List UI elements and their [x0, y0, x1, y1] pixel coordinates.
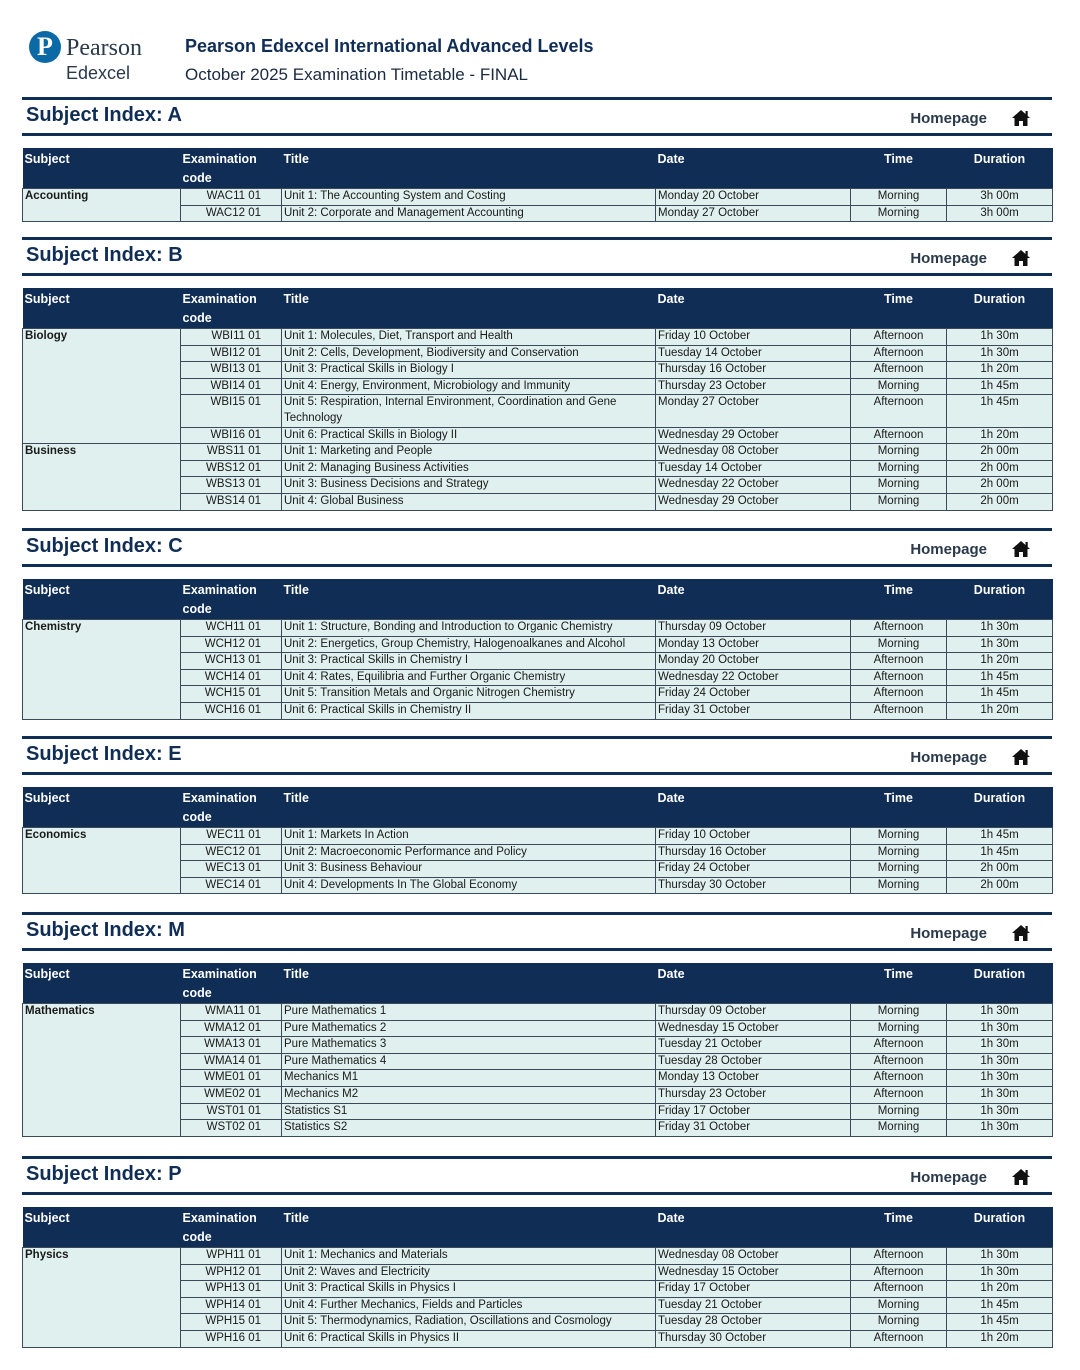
- date-cell: Tuesday 28 October: [656, 1314, 851, 1331]
- exam-code-cell: WCH16 01: [181, 702, 282, 719]
- subject-cell: Chemistry: [23, 620, 181, 720]
- exam-code-cell: WCH15 01: [181, 686, 282, 703]
- duration-cell: 3h 00m: [947, 205, 1053, 222]
- title-cell: Unit 4: Rates, Equilibria and Further Organic Chemistry: [282, 669, 656, 686]
- section-header-bar: [22, 912, 1052, 951]
- exam-code-cell: WBI14 01: [181, 378, 282, 395]
- section-header-bar: [22, 736, 1052, 775]
- col-title: Title: [282, 1207, 656, 1248]
- title-cell: Statistics S2: [282, 1120, 656, 1137]
- col-date: Date: [656, 787, 851, 828]
- table-row: [23, 329, 1053, 346]
- time-cell: Afternoon: [851, 329, 947, 346]
- title-cell: Unit 1: The Accounting System and Costing: [282, 189, 656, 206]
- col-exam-code: [181, 787, 282, 828]
- title-cell: Unit 3: Business Behaviour: [282, 861, 656, 878]
- time-cell: Afternoon: [851, 427, 947, 444]
- homepage-link[interactable]: Homepage: [910, 925, 987, 942]
- table-header-row: [23, 288, 1053, 329]
- col-time: Time: [851, 787, 947, 828]
- homepage-link[interactable]: Homepage: [910, 749, 987, 766]
- logo-word-pearson: Pearson: [66, 35, 142, 61]
- subject-cell: Economics: [23, 828, 181, 894]
- date-cell: Monday 27 October: [656, 205, 851, 222]
- col-date: Date: [656, 579, 851, 620]
- date-cell: Tuesday 21 October: [656, 1297, 851, 1314]
- exam-code-cell: WBS11 01: [181, 444, 282, 461]
- time-cell: Morning: [851, 1120, 947, 1137]
- date-cell: Thursday 23 October: [656, 1086, 851, 1103]
- duration-cell: 1h 45m: [947, 828, 1053, 845]
- title-cell: Unit 2: Corporate and Management Accounting: [282, 205, 656, 222]
- exam-code-cell: WPH12 01: [181, 1264, 282, 1281]
- time-cell: Afternoon: [851, 362, 947, 379]
- title-cell: Unit 3: Business Decisions and Strategy: [282, 477, 656, 494]
- col-exam-code-line2: code: [182, 602, 212, 616]
- title-cell: Pure Mathematics 2: [282, 1020, 656, 1037]
- subject-cell: Physics: [23, 1248, 181, 1348]
- title-cell: Unit 1: Mechanics and Materials: [282, 1248, 656, 1265]
- table-header-row: [23, 1207, 1053, 1248]
- duration-cell: 1h 30m: [947, 620, 1053, 637]
- duration-cell: 3h 00m: [947, 189, 1053, 206]
- duration-cell: 1h 30m: [947, 1103, 1053, 1120]
- time-cell: Afternoon: [851, 653, 947, 670]
- time-cell: Morning: [851, 877, 947, 894]
- col-date: Date: [656, 288, 851, 329]
- timetable: [22, 288, 1053, 511]
- exam-code-cell: WBI11 01: [181, 329, 282, 346]
- date-cell: Friday 17 October: [656, 1281, 851, 1298]
- col-date: Date: [656, 963, 851, 1004]
- date-cell: Friday 24 October: [656, 686, 851, 703]
- exam-code-cell: WCH14 01: [181, 669, 282, 686]
- home-icon[interactable]: [1011, 249, 1031, 267]
- date-cell: Thursday 09 October: [656, 620, 851, 637]
- section-p: [22, 1156, 1052, 1344]
- time-cell: Afternoon: [851, 1330, 947, 1347]
- home-icon[interactable]: [1011, 924, 1031, 942]
- duration-cell: 1h 20m: [947, 362, 1053, 379]
- logo-letter: P: [37, 32, 53, 61]
- section-title: Subject Index: B: [26, 244, 183, 266]
- col-subject: Subject: [23, 288, 181, 329]
- section-m: [22, 912, 1052, 1134]
- exam-code-cell: WPH15 01: [181, 1314, 282, 1331]
- col-exam-code-line1: Examination: [182, 152, 257, 166]
- date-cell: Monday 13 October: [656, 636, 851, 653]
- col-duration: Duration: [947, 963, 1053, 1004]
- home-icon[interactable]: [1011, 748, 1031, 766]
- title-cell: Unit 1: Markets In Action: [282, 828, 656, 845]
- table-row: [23, 189, 1053, 206]
- col-duration: Duration: [947, 1207, 1053, 1248]
- date-cell: Wednesday 22 October: [656, 669, 851, 686]
- time-cell: Afternoon: [851, 1037, 947, 1054]
- logo-word-edexcel: Edexcel: [66, 63, 131, 83]
- date-cell: Wednesday 29 October: [656, 493, 851, 510]
- exam-code-cell: WMA11 01: [181, 1004, 282, 1021]
- time-cell: Afternoon: [851, 702, 947, 719]
- title-cell: Unit 2: Cells, Development, Biodiversity and Conservation: [282, 345, 656, 362]
- col-duration: Duration: [947, 787, 1053, 828]
- section-header-bar: [22, 1156, 1052, 1195]
- duration-cell: 1h 30m: [947, 1070, 1053, 1087]
- subject-cell: Accounting: [23, 189, 181, 222]
- home-icon[interactable]: [1011, 540, 1031, 558]
- time-cell: Morning: [851, 1020, 947, 1037]
- col-exam-code: [181, 288, 282, 329]
- title-cell: Unit 3: Practical Skills in Biology I: [282, 362, 656, 379]
- exam-code-cell: WPH13 01: [181, 1281, 282, 1298]
- time-cell: Afternoon: [851, 345, 947, 362]
- section-title: Subject Index: A: [26, 104, 182, 126]
- exam-code-cell: WMA12 01: [181, 1020, 282, 1037]
- title-cell: Mechanics M1: [282, 1070, 656, 1087]
- exam-code-cell: WBI15 01: [181, 395, 282, 427]
- date-cell: Monday 20 October: [656, 653, 851, 670]
- table-row: [23, 828, 1053, 845]
- title-cell: Unit 4: Energy, Environment, Microbiology and Immunity: [282, 378, 656, 395]
- date-cell: Tuesday 28 October: [656, 1053, 851, 1070]
- duration-cell: 1h 30m: [947, 345, 1053, 362]
- date-cell: Friday 31 October: [656, 702, 851, 719]
- exam-code-cell: WMA14 01: [181, 1053, 282, 1070]
- col-exam-code: [181, 148, 282, 189]
- exam-code-cell: WME01 01: [181, 1070, 282, 1087]
- col-time: Time: [851, 288, 947, 329]
- time-cell: Morning: [851, 444, 947, 461]
- date-cell: Monday 20 October: [656, 189, 851, 206]
- col-exam-code-line2: code: [182, 1230, 212, 1244]
- time-cell: Afternoon: [851, 1248, 947, 1265]
- time-cell: Afternoon: [851, 1070, 947, 1087]
- col-exam-code-line2: code: [182, 810, 212, 824]
- subject-cell: Biology: [23, 329, 181, 444]
- time-cell: Morning: [851, 189, 947, 206]
- col-subject: Subject: [23, 1207, 181, 1248]
- section-header-bar: [22, 237, 1052, 276]
- title-cell: Unit 1: Structure, Bonding and Introduction to Organic Chemistry: [282, 620, 656, 637]
- time-cell: Morning: [851, 1297, 947, 1314]
- exam-code-cell: WCH11 01: [181, 620, 282, 637]
- col-exam-code-line1: Examination: [182, 292, 257, 306]
- title-cell: Unit 2: Waves and Electricity: [282, 1264, 656, 1281]
- col-subject: Subject: [23, 579, 181, 620]
- exam-code-cell: WPH14 01: [181, 1297, 282, 1314]
- section-e: [22, 736, 1052, 891]
- time-cell: Afternoon: [851, 1053, 947, 1070]
- col-time: Time: [851, 1207, 947, 1248]
- table-header-row: [23, 787, 1053, 828]
- col-subject: Subject: [23, 787, 181, 828]
- homepage-link[interactable]: Homepage: [910, 1169, 987, 1186]
- homepage-link[interactable]: Homepage: [910, 110, 987, 127]
- col-exam-code-line2: code: [182, 986, 212, 1000]
- exam-code-cell: WST02 01: [181, 1120, 282, 1137]
- section-title: Subject Index: C: [26, 535, 183, 557]
- duration-cell: 2h 00m: [947, 877, 1053, 894]
- col-time: Time: [851, 579, 947, 620]
- section-a: [22, 97, 1052, 219]
- date-cell: Thursday 16 October: [656, 362, 851, 379]
- date-cell: Friday 31 October: [656, 1120, 851, 1137]
- col-time: Time: [851, 148, 947, 189]
- title-cell: Unit 4: Further Mechanics, Fields and Particles: [282, 1297, 656, 1314]
- homepage-link[interactable]: Homepage: [910, 541, 987, 558]
- timetable: [22, 963, 1053, 1137]
- section-title: Subject Index: M: [26, 919, 185, 941]
- duration-cell: 1h 45m: [947, 378, 1053, 395]
- date-cell: Friday 10 October: [656, 329, 851, 346]
- section-title: Subject Index: E: [26, 743, 182, 765]
- duration-cell: 2h 00m: [947, 493, 1053, 510]
- duration-cell: 1h 30m: [947, 1004, 1053, 1021]
- date-cell: Monday 27 October: [656, 395, 851, 427]
- duration-cell: 1h 45m: [947, 395, 1053, 427]
- exam-code-cell: WPH11 01: [181, 1248, 282, 1265]
- time-cell: Afternoon: [851, 1281, 947, 1298]
- col-title: Title: [282, 963, 656, 1004]
- duration-cell: 1h 30m: [947, 1037, 1053, 1054]
- date-cell: Friday 10 October: [656, 828, 851, 845]
- col-exam-code-line1: Examination: [182, 1211, 257, 1225]
- exam-code-cell: WME02 01: [181, 1086, 282, 1103]
- table-row: [23, 1248, 1053, 1265]
- col-exam-code: [181, 579, 282, 620]
- pearson-logo-mark: [29, 31, 61, 63]
- title-cell: Unit 6: Practical Skills in Physics II: [282, 1330, 656, 1347]
- duration-cell: 1h 20m: [947, 1281, 1053, 1298]
- title-cell: Unit 6: Practical Skills in Chemistry II: [282, 702, 656, 719]
- home-icon[interactable]: [1011, 1168, 1031, 1186]
- col-date: Date: [656, 148, 851, 189]
- col-title: Title: [282, 148, 656, 189]
- duration-cell: 1h 30m: [947, 636, 1053, 653]
- title-cell: Unit 6: Practical Skills in Biology II: [282, 427, 656, 444]
- time-cell: Morning: [851, 493, 947, 510]
- exam-code-cell: WCH12 01: [181, 636, 282, 653]
- title-cell: Unit 1: Molecules, Diet, Transport and Health: [282, 329, 656, 346]
- time-cell: Morning: [851, 861, 947, 878]
- col-title: Title: [282, 787, 656, 828]
- exam-code-cell: WEC12 01: [181, 844, 282, 861]
- time-cell: Morning: [851, 636, 947, 653]
- duration-cell: 1h 20m: [947, 1330, 1053, 1347]
- title-cell: Unit 1: Marketing and People: [282, 444, 656, 461]
- timetable: [22, 148, 1053, 222]
- col-subject: Subject: [23, 148, 181, 189]
- time-cell: Afternoon: [851, 395, 947, 427]
- date-cell: Monday 13 October: [656, 1070, 851, 1087]
- exam-code-cell: WPH16 01: [181, 1330, 282, 1347]
- col-exam-code-line1: Examination: [182, 583, 257, 597]
- duration-cell: 1h 45m: [947, 1297, 1053, 1314]
- time-cell: Morning: [851, 1314, 947, 1331]
- duration-cell: 1h 20m: [947, 702, 1053, 719]
- date-cell: Thursday 30 October: [656, 877, 851, 894]
- title-cell: Unit 4: Developments In The Global Economy: [282, 877, 656, 894]
- title-cell: Unit 4: Global Business: [282, 493, 656, 510]
- date-cell: Thursday 23 October: [656, 378, 851, 395]
- section-title: Subject Index: P: [26, 1163, 182, 1185]
- date-cell: Thursday 16 October: [656, 844, 851, 861]
- timetable: [22, 579, 1053, 720]
- title-cell: Statistics S1: [282, 1103, 656, 1120]
- time-cell: Afternoon: [851, 686, 947, 703]
- date-cell: Wednesday 15 October: [656, 1264, 851, 1281]
- table-row: [23, 1004, 1053, 1021]
- table-row: [23, 444, 1053, 461]
- title-cell: Unit 2: Managing Business Activities: [282, 460, 656, 477]
- duration-cell: 1h 45m: [947, 1314, 1053, 1331]
- date-cell: Wednesday 08 October: [656, 1248, 851, 1265]
- duration-cell: 1h 20m: [947, 653, 1053, 670]
- table-row: [23, 620, 1053, 637]
- exam-code-cell: WAC12 01: [181, 205, 282, 222]
- col-exam-code-line1: Examination: [182, 967, 257, 981]
- duration-cell: 2h 00m: [947, 444, 1053, 461]
- date-cell: Friday 24 October: [656, 861, 851, 878]
- title-cell: Pure Mathematics 3: [282, 1037, 656, 1054]
- duration-cell: 1h 45m: [947, 844, 1053, 861]
- table-header-row: [23, 579, 1053, 620]
- exam-code-cell: WEC14 01: [181, 877, 282, 894]
- date-cell: Wednesday 29 October: [656, 427, 851, 444]
- col-exam-code: [181, 963, 282, 1004]
- col-date: Date: [656, 1207, 851, 1248]
- exam-code-cell: WBI12 01: [181, 345, 282, 362]
- date-cell: Thursday 30 October: [656, 1330, 851, 1347]
- document-subtitle: October 2025 Examination Timetable - FINAL: [185, 65, 528, 84]
- duration-cell: 1h 30m: [947, 1248, 1053, 1265]
- date-cell: Tuesday 14 October: [656, 460, 851, 477]
- duration-cell: 2h 00m: [947, 477, 1053, 494]
- title-cell: Unit 2: Energetics, Group Chemistry, Halogenoalkanes and Alcohol: [282, 636, 656, 653]
- duration-cell: 1h 30m: [947, 1264, 1053, 1281]
- duration-cell: 2h 00m: [947, 460, 1053, 477]
- time-cell: Afternoon: [851, 620, 947, 637]
- title-cell: Unit 3: Practical Skills in Physics I: [282, 1281, 656, 1298]
- time-cell: Morning: [851, 378, 947, 395]
- duration-cell: 1h 45m: [947, 669, 1053, 686]
- time-cell: Morning: [851, 1004, 947, 1021]
- home-icon[interactable]: [1011, 109, 1031, 127]
- col-duration: Duration: [947, 579, 1053, 620]
- col-title: Title: [282, 579, 656, 620]
- exam-code-cell: WMA13 01: [181, 1037, 282, 1054]
- exam-code-cell: WEC11 01: [181, 828, 282, 845]
- duration-cell: 1h 20m: [947, 427, 1053, 444]
- title-cell: Unit 3: Practical Skills in Chemistry I: [282, 653, 656, 670]
- section-c: [22, 528, 1052, 716]
- col-exam-code-line2: code: [182, 171, 212, 185]
- time-cell: Afternoon: [851, 1086, 947, 1103]
- title-cell: Pure Mathematics 4: [282, 1053, 656, 1070]
- col-duration: Duration: [947, 148, 1053, 189]
- time-cell: Afternoon: [851, 669, 947, 686]
- date-cell: Friday 17 October: [656, 1103, 851, 1120]
- exam-code-cell: WCH13 01: [181, 653, 282, 670]
- timetable: [22, 787, 1053, 894]
- duration-cell: 1h 45m: [947, 686, 1053, 703]
- subject-cell: Mathematics: [23, 1004, 181, 1137]
- section-header-bar: [22, 97, 1052, 136]
- timetable: [22, 1207, 1053, 1348]
- duration-cell: 1h 30m: [947, 1120, 1053, 1137]
- time-cell: Morning: [851, 828, 947, 845]
- duration-cell: 1h 30m: [947, 1053, 1053, 1070]
- exam-code-cell: WBI13 01: [181, 362, 282, 379]
- col-title: Title: [282, 288, 656, 329]
- time-cell: Morning: [851, 844, 947, 861]
- exam-code-cell: WBS14 01: [181, 493, 282, 510]
- date-cell: Wednesday 15 October: [656, 1020, 851, 1037]
- col-duration: Duration: [947, 288, 1053, 329]
- time-cell: Afternoon: [851, 1264, 947, 1281]
- date-cell: Wednesday 22 October: [656, 477, 851, 494]
- duration-cell: 1h 30m: [947, 329, 1053, 346]
- section-header-bar: [22, 528, 1052, 567]
- exam-code-cell: WEC13 01: [181, 861, 282, 878]
- subject-cell: Business: [23, 444, 181, 510]
- exam-code-cell: WBS12 01: [181, 460, 282, 477]
- col-time: Time: [851, 963, 947, 1004]
- exam-code-cell: WBI16 01: [181, 427, 282, 444]
- title-cell: Unit 2: Macroeconomic Performance and Policy: [282, 844, 656, 861]
- title-cell: Unit 5: Respiration, Internal Environment, Coordination and Gene Technology: [282, 395, 656, 427]
- col-exam-code-line2: code: [182, 311, 212, 325]
- title-cell: Unit 5: Thermodynamics, Radiation, Oscillations and Cosmology: [282, 1314, 656, 1331]
- duration-cell: 1h 30m: [947, 1086, 1053, 1103]
- title-cell: Pure Mathematics 1: [282, 1004, 656, 1021]
- time-cell: Morning: [851, 477, 947, 494]
- exam-code-cell: WBS13 01: [181, 477, 282, 494]
- exam-code-cell: WAC11 01: [181, 189, 282, 206]
- title-cell: Mechanics M2: [282, 1086, 656, 1103]
- table-header-row: [23, 148, 1053, 189]
- duration-cell: 1h 30m: [947, 1020, 1053, 1037]
- time-cell: Morning: [851, 205, 947, 222]
- homepage-link[interactable]: Homepage: [910, 250, 987, 267]
- table-header-row: [23, 963, 1053, 1004]
- exam-code-cell: WST01 01: [181, 1103, 282, 1120]
- title-cell: Unit 5: Transition Metals and Organic Nitrogen Chemistry: [282, 686, 656, 703]
- date-cell: Wednesday 08 October: [656, 444, 851, 461]
- time-cell: Morning: [851, 1103, 947, 1120]
- col-subject: Subject: [23, 963, 181, 1004]
- date-cell: Thursday 09 October: [656, 1004, 851, 1021]
- col-exam-code: [181, 1207, 282, 1248]
- date-cell: Tuesday 21 October: [656, 1037, 851, 1054]
- duration-cell: 2h 00m: [947, 861, 1053, 878]
- document-title: Pearson Edexcel International Advanced Levels: [185, 36, 594, 56]
- date-cell: Tuesday 14 October: [656, 345, 851, 362]
- section-b: [22, 237, 1052, 507]
- col-exam-code-line1: Examination: [182, 791, 257, 805]
- time-cell: Morning: [851, 460, 947, 477]
